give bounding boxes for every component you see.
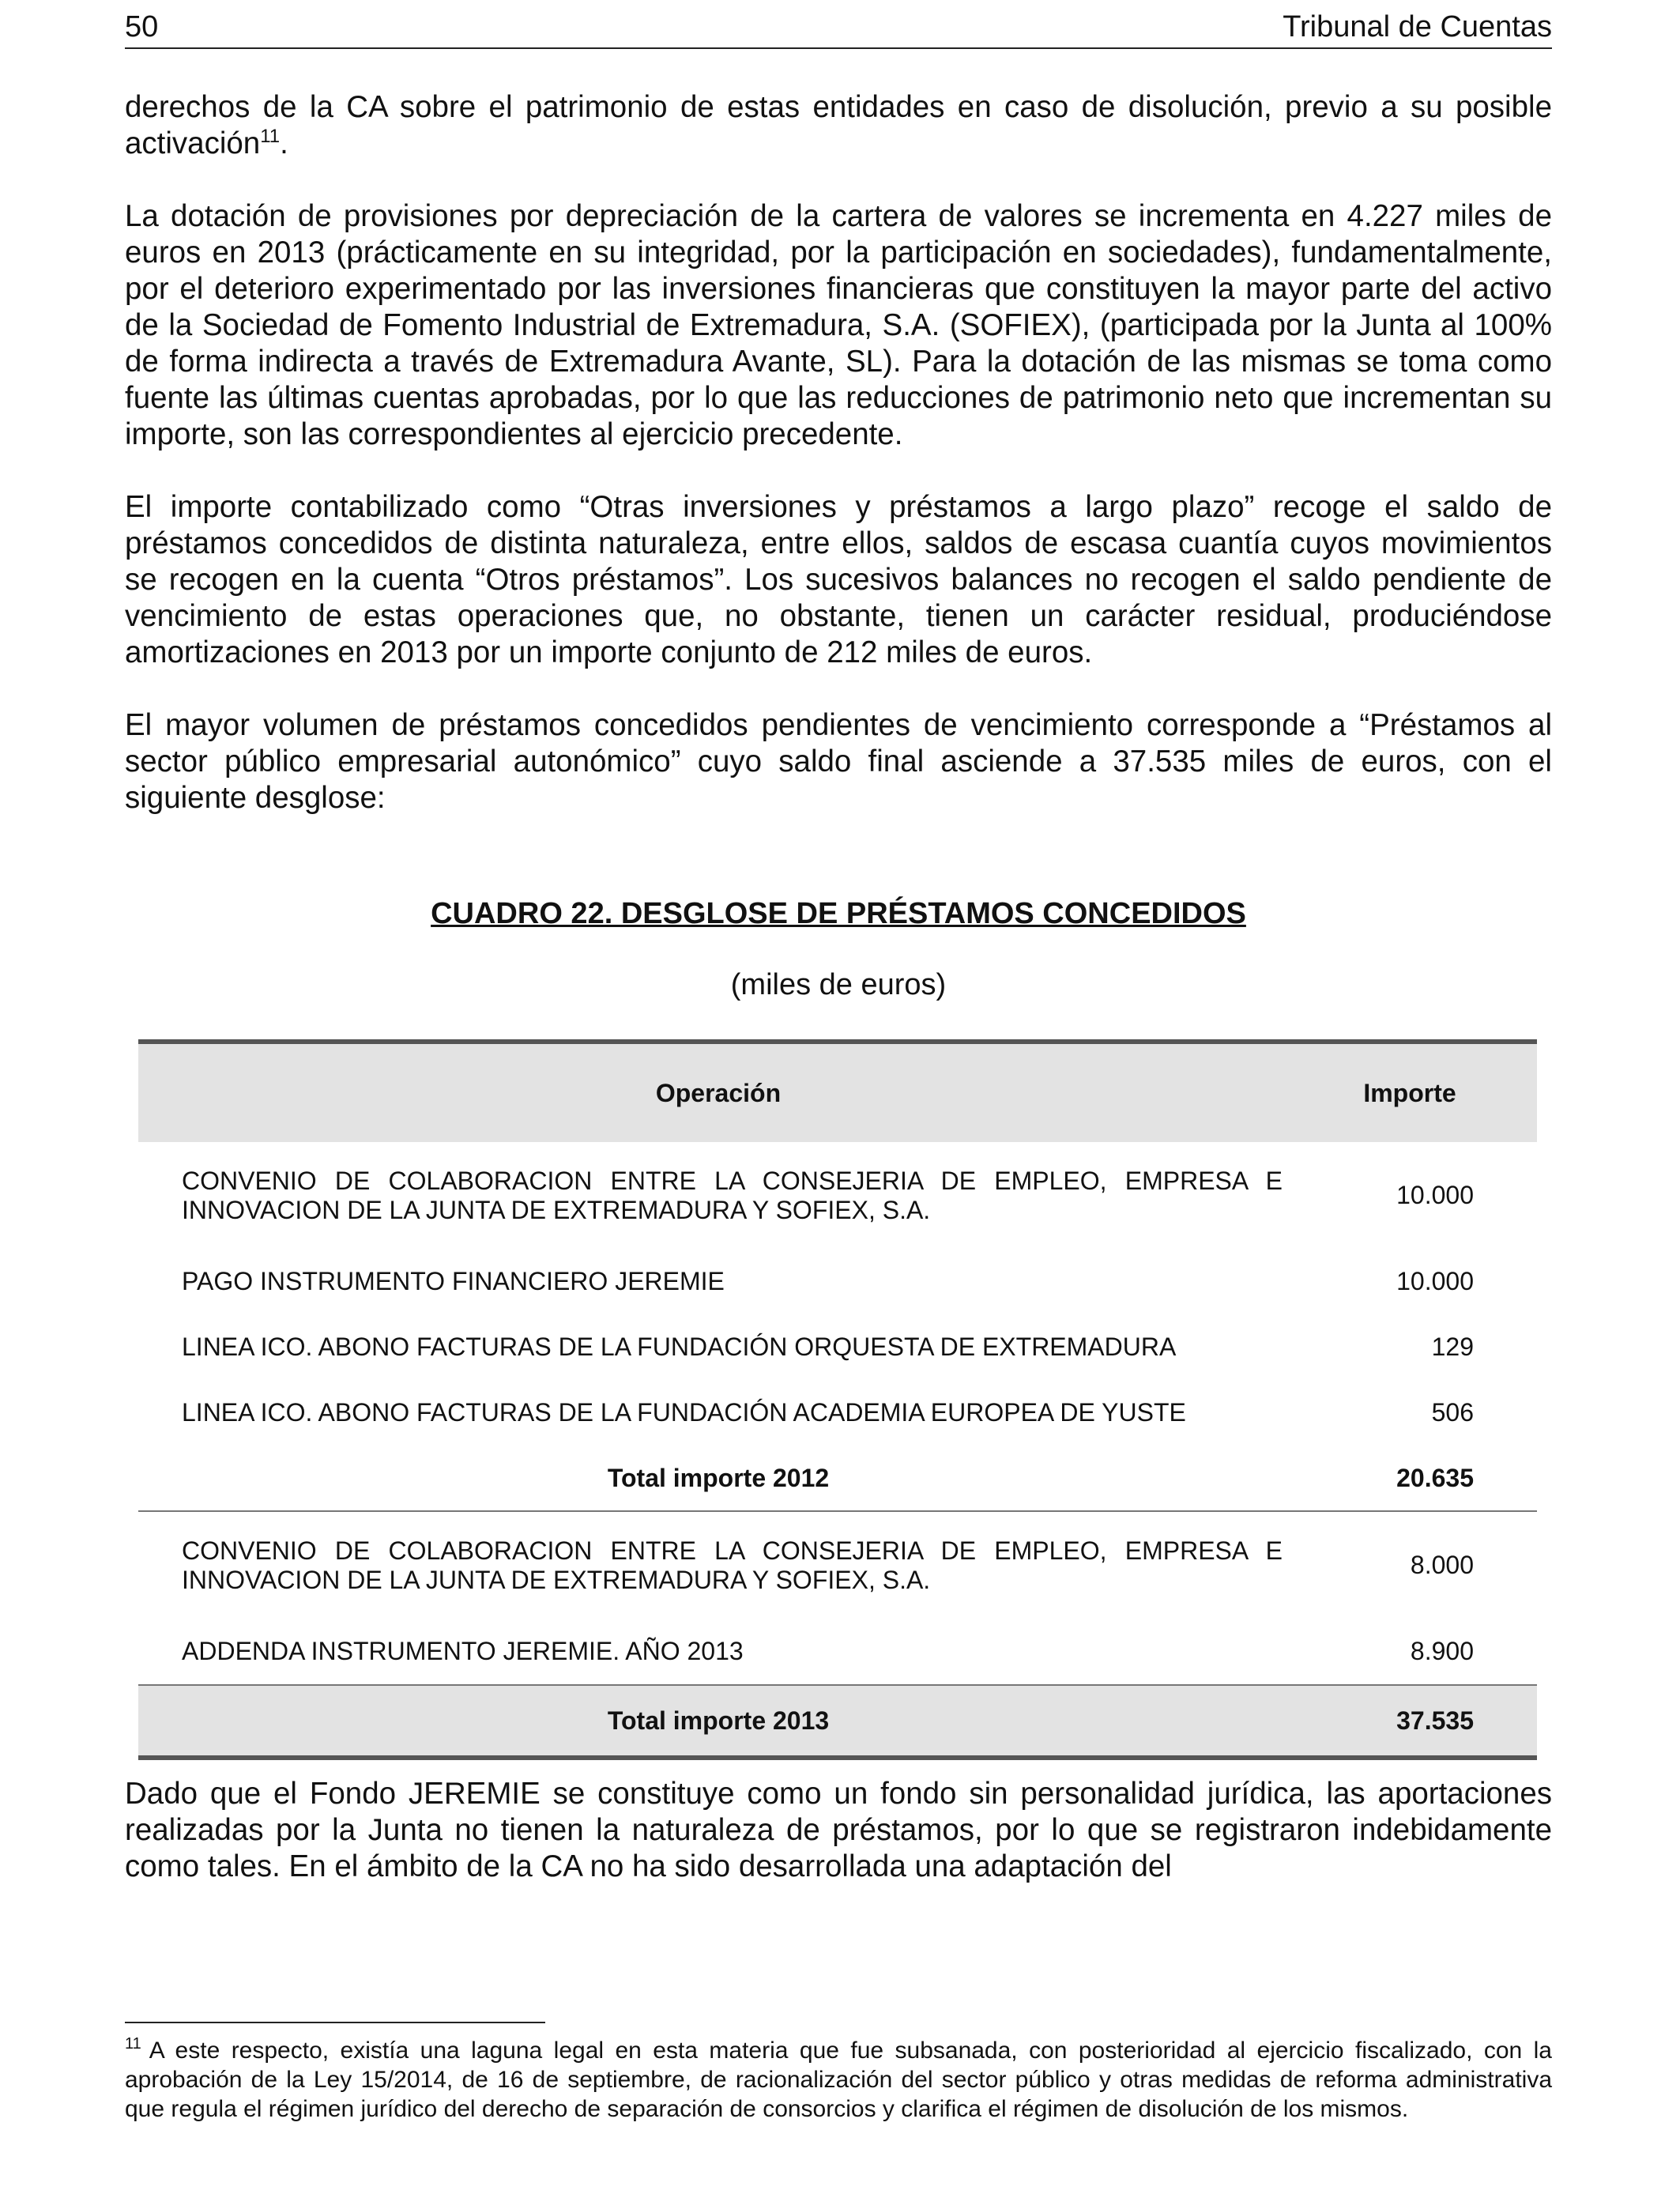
table-row bbox=[138, 1314, 1537, 1380]
header-organization: Tribunal de Cuentas bbox=[1283, 10, 1552, 43]
operation-cell: LINEA ICO. ABONO FACTURAS DE LA FUNDACIÓN ORQUESTA DE EXTREMADURA bbox=[182, 1333, 1177, 1361]
amount-cell: 8.900 bbox=[1410, 1637, 1474, 1665]
table-row bbox=[138, 1511, 1537, 1619]
loans-table bbox=[138, 1039, 1537, 1760]
table-title: CUADRO 22. DESGLOSE DE PRÉSTAMOS CONCEDIDOS bbox=[431, 897, 1246, 930]
operation-cell: PAGO INSTRUMENTO FINANCIERO JEREMIE bbox=[182, 1267, 725, 1295]
subtotal-label: Total importe 2012 bbox=[607, 1463, 830, 1492]
table-row bbox=[138, 1380, 1537, 1446]
footnote-divider bbox=[125, 2022, 545, 2023]
paragraph-3: El importe contabilizado como “Otras inversiones y préstamos a largo plazo” recoge el saldo de préstamos concedidos de distinta naturaleza, entre ellos, saldos de escasa cuantía cuyos movimientos se recogen en la cuenta “Otros préstamos”. Los sucesivos balances no recogen el saldo pendiente de vencimiento de estas operaciones que, no obstante, tienen un carácter residual, produciéndose amortizaciones en 2013 por un importe conjunto de 212 miles de euros. bbox=[125, 490, 1552, 669]
total-row-2013 bbox=[138, 1685, 1537, 1758]
paragraph-4: El mayor volumen de préstamos concedidos pendientes de vencimiento corresponde a “Préstamos al sector público empresarial autonómico” cuyo saldo final asciende a 37.535 miles de euros, con el siguiente desglose: bbox=[125, 708, 1552, 815]
body-text-top bbox=[125, 89, 1552, 853]
paragraph-1 bbox=[125, 89, 1552, 162]
operation-cell: LINEA ICO. ABONO FACTURAS DE LA FUNDACIÓN ACADEMIA EUROPEA DE YUSTE bbox=[182, 1398, 1186, 1427]
amount-cell: 506 bbox=[1431, 1398, 1474, 1427]
amount-cell: 8.000 bbox=[1298, 1511, 1537, 1619]
page-header bbox=[125, 6, 1552, 49]
paragraph-1-end: . bbox=[280, 126, 288, 160]
column-header-importe: Importe bbox=[1298, 1042, 1537, 1142]
total-amount: 37.535 bbox=[1298, 1685, 1537, 1758]
footnote-number: 11 bbox=[125, 2035, 141, 2053]
footnote-text: A este respecto, existía una laguna legal en esta materia que fue subsanada, con posterioridad al ejercicio fiscalizado, con la aprobación de la Ley 15/2014, de 16 de septiembre, de racionalización del sector público y otras medidas de reforma administrativa que regula el régimen jurídico del derecho de separación de consorcios y clarifica el régimen de disolución de los mismos. bbox=[125, 2038, 1552, 2122]
paragraph-1-text: derechos de la CA sobre el patrimonio de estas entidades en caso de disolución, previo a su posible activación bbox=[125, 90, 1552, 160]
footnote bbox=[125, 2036, 1552, 2124]
operation-cell: ADDENDA INSTRUMENTO JEREMIE. AÑO 2013 bbox=[182, 1637, 744, 1665]
table-header-row bbox=[138, 1042, 1537, 1142]
paragraph-5: Dado que el Fondo JEREMIE se constituye como un fondo sin personalidad jurídica, las aportaciones realizadas por la Junta no tienen la naturaleza de préstamos, por lo que se registraron indebidamente como tales. En el ámbito de la CA no ha sido desarrollada una adaptación del bbox=[125, 1777, 1552, 1883]
column-header-operacion: Operación bbox=[138, 1042, 1298, 1142]
table-row bbox=[138, 1619, 1537, 1685]
amount-cell: 10.000 bbox=[1396, 1267, 1474, 1295]
amount-cell: 10.000 bbox=[1396, 1181, 1474, 1209]
total-label: Total importe 2013 bbox=[138, 1685, 1298, 1758]
paragraph-2: La dotación de provisiones por depreciación de la cartera de valores se incrementa en 4.227 miles de euros en 2013 (prácticamente en su integridad, por la participación en sociedades), fundamentalmente, por el deterioro experimentado por las inversiones financieras que constituyen la mayor parte del activo de la Sociedad de Fomento Industrial de Extremadura, S.A. (SOFIEX), (participada por la Junta al 100% de forma indirecta a través de Extremadura Avante, SL). Para la dotación de las mismas se toma como fuente las últimas cuentas aprobadas, por lo que las reducciones de patrimonio neto que incrementan su importe, son las correspondientes al ejercicio precedente. bbox=[125, 199, 1552, 451]
page-number: 50 bbox=[125, 10, 159, 43]
table-row bbox=[138, 1249, 1537, 1314]
amount-cell: 129 bbox=[1431, 1333, 1474, 1361]
subtotal-row-2012 bbox=[138, 1446, 1537, 1511]
operation-cell: CONVENIO DE COLABORACION ENTRE LA CONSEJERIA DE EMPLEO, EMPRESA E INNOVACION DE LA JUNTA DE EXTREMADURA Y SOFIEX, S.A. bbox=[138, 1511, 1298, 1619]
subtotal-amount: 20.635 bbox=[1396, 1463, 1474, 1492]
table-row bbox=[138, 1142, 1537, 1249]
footnote-ref-11[interactable]: 11 bbox=[260, 126, 281, 148]
table-unit: (miles de euros) bbox=[730, 968, 947, 1001]
operation-cell: CONVENIO DE COLABORACION ENTRE LA CONSEJERIA DE EMPLEO, EMPRESA E INNOVACION DE LA JUNTA DE EXTREMADURA Y SOFIEX, S.A. bbox=[182, 1166, 1283, 1224]
